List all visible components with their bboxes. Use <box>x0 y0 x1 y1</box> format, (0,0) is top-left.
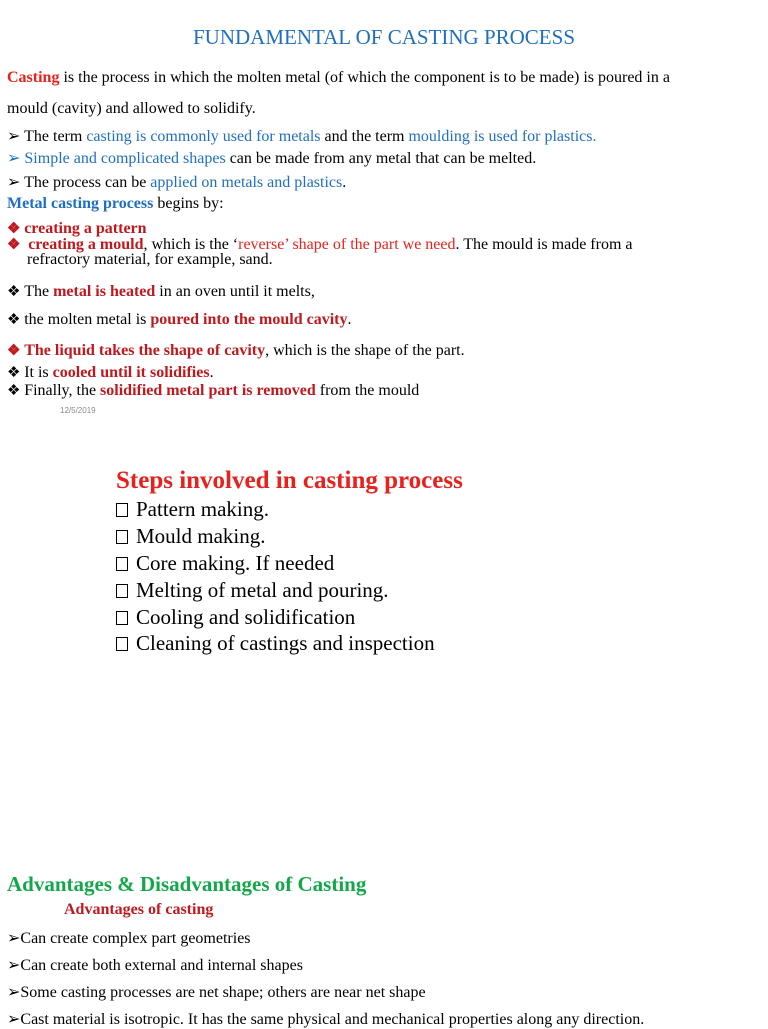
step-item-4: ❖ the molten metal is poured into the mould cavity. <box>7 311 352 328</box>
checkbox-icon <box>116 637 128 651</box>
arrow-icon: ➢ <box>7 174 25 191</box>
bullet-1: ➢ The term casting is commonly used for metals and the term moulding is used for plastics. <box>7 128 597 145</box>
diamond-icon: ❖ <box>7 312 25 328</box>
step-item-7: ❖ Finally, the solidified metal part is removed from the mould <box>7 382 420 399</box>
arrow-icon: ➢ <box>7 150 25 167</box>
advantages-subheading: Advantages of casting <box>64 901 214 918</box>
arrow-icon: ➢ <box>7 957 21 974</box>
steps-item: Melting of metal and pouring. <box>116 578 389 603</box>
intro-line-1: Casting is the process in which the molten metal (of which the component is to be made) is poured in a <box>7 69 670 86</box>
step-item-6: ❖ It is cooled until it solidifies. <box>7 364 214 381</box>
slide-date: 12/5/2019 <box>60 406 96 415</box>
checkbox-icon <box>116 611 128 625</box>
diamond-icon: ❖ <box>7 365 25 381</box>
advantage-item: ➢Can create complex part geometries <box>7 930 251 947</box>
arrow-icon: ➢ <box>7 1011 21 1028</box>
intro-line-2: mould (cavity) and allowed to solidify. <box>7 100 256 117</box>
step-item-2: ❖ creating a mould, which is the ‘reverse’ shape of the part we need. The mould is made from a <box>7 236 633 253</box>
metal-process-line: Metal casting process begins by: <box>7 195 224 212</box>
advantage-item: ➢Cast material is isotropic. It has the same physical and mechanical properties along any direction. <box>7 1011 645 1028</box>
checkbox-icon <box>116 584 128 598</box>
bullet-2: ➢ Simple and complicated shapes can be made from any metal that can be melted. <box>7 150 537 167</box>
step-item-5: ❖ The liquid takes the shape of cavity, which is the shape of the part. <box>7 342 465 359</box>
arrow-icon: ➢ <box>7 984 21 1001</box>
arrow-icon: ➢ <box>7 930 21 947</box>
checkbox-icon <box>116 530 128 544</box>
steps-item: Core making. If needed <box>116 551 334 576</box>
advantage-item: ➢Can create both external and internal shapes <box>7 957 303 974</box>
steps-item: Pattern making. <box>116 497 269 522</box>
advantages-heading: Advantages & Disadvantages of Casting <box>7 872 367 896</box>
diamond-icon: ❖ <box>7 343 25 359</box>
steps-heading: Steps involved in casting process <box>116 467 463 494</box>
checkbox-icon <box>116 503 128 517</box>
diamond-icon: ❖ <box>7 237 25 253</box>
diamond-icon: ❖ <box>7 284 25 300</box>
intro-term: Casting <box>7 69 60 86</box>
steps-item: Cleaning of castings and inspection <box>116 631 435 656</box>
steps-item: Mould making. <box>116 524 266 549</box>
arrow-icon: ➢ <box>7 128 25 145</box>
page-title: FUNDAMENTAL OF CASTING PROCESS <box>192 25 575 49</box>
steps-item: Cooling and solidification <box>116 605 355 630</box>
bullet-3: ➢ The process can be applied on metals and plastics. <box>7 174 347 191</box>
diamond-icon: ❖ <box>7 383 25 399</box>
advantage-item: ➢Some casting processes are net shape; others are near net shape <box>7 984 426 1001</box>
checkbox-icon <box>116 557 128 571</box>
step-item-1: ❖ creating a pattern <box>7 220 147 237</box>
step-item-2-cont: refractory material, for example, sand. <box>27 251 273 268</box>
step-item-3: ❖ The metal is heated in an oven until it melts, <box>7 283 315 300</box>
diamond-icon: ❖ <box>7 221 25 237</box>
